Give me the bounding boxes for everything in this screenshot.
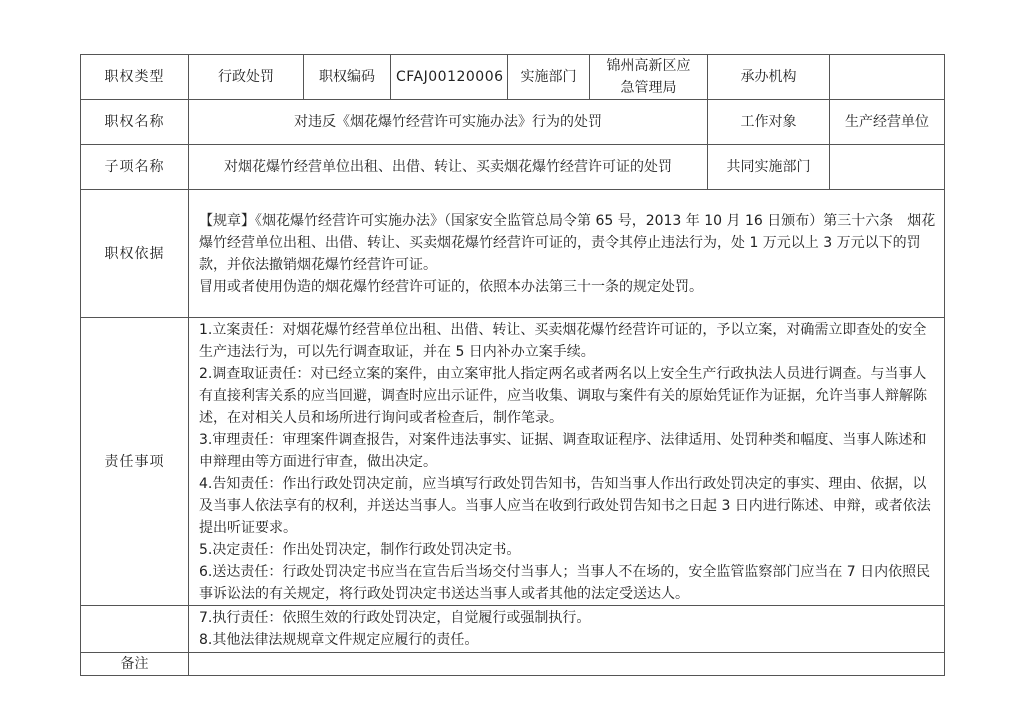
type-label: 职权类型 [81,55,189,100]
basis-content [189,190,945,318]
duty-item: 8.其他法律法规规章文件规定应履行的责任。 [199,632,479,648]
duty-item: 7.执行责任：依照生效的行政处罚决定，自觉履行或强制执行。 [199,610,591,626]
duties-content [189,318,945,606]
joint-value [830,145,945,190]
authority-table [80,54,945,676]
duty-item: 2.调查取证责任：对已经立案的案件，由立案审批人指定两名或者两名以上安全生产行政执法人员进行调查。与当事人有直接利害关系的应当回避，调查时应出示证件，应当收集、调取与案件有关的原始凭证作为证据，允许当事人辩解陈述，在对相关人员和场所进行询问或者检查后，制作笔录。 [199,365,927,426]
type-value: 行政处罚 [189,55,304,100]
duties-label-cont [81,606,189,653]
basis-paragraph: 【规章】《烟花爆竹经营许可实施办法》（国家安全监管总局令第 65 号，2013 年 10 月 16 日颁布）第三十六条 烟花爆竹经营单位出租、出借、转让、买卖烟花爆竹经营许可证的，责令其停止违法行为，处 1 万元以上 3 万元以下的罚款，并依法撤销烟花爆竹经营许可证。 [199,212,936,273]
agency-label: 承办机构 [708,55,830,100]
duty-item: 1.立案责任：对烟花爆竹经营单位出租、出借、转让、买卖烟花爆竹经营许可证的，予以立案，对确需立即查处的安全生产违法行为，可以先行调查取证，并在 5 日内补办立案手续。 [199,321,927,360]
code-label: 职权编码 [304,55,391,100]
duty-item: 5.决定责任：作出处罚决定，制作行政处罚决定书。 [199,541,521,558]
name-value: 对违反《烟花爆竹经营许可实施办法》行为的处罚 [189,100,708,145]
remarks-value [189,653,945,676]
duty-item: 3.审理责任：审理案件调查报告，对案件违法事实、证据、调查取证程序、法律适用、处罚种类和幅度、当事人陈述和申辩理由等方面进行审查，做出决定。 [199,431,927,470]
duties-content-cont [189,606,945,653]
joint-label: 共同实施部门 [708,145,830,190]
basis-label: 职权依据 [81,190,189,318]
target-value: 生产经营单位 [830,100,945,145]
sub-label: 子项名称 [81,145,189,190]
name-label: 职权名称 [81,100,189,145]
dept-value: 锦州高新区应急管理局 [590,55,708,100]
code-value: CFAJ00120006 [391,55,508,100]
sub-value: 对烟花爆竹经营单位出租、出借、转让、买卖烟花爆竹经营许可证的处罚 [189,145,708,190]
dept-label: 实施部门 [508,55,590,100]
target-label: 工作对象 [708,100,830,145]
agency-value [830,55,945,100]
duty-item: 4.告知责任：作出行政处罚决定前，应当填写行政处罚告知书，告知当事人作出行政处罚决定的事实、理由、依据，以及当事人依法享有的权利，并送达当事人。当事人应当在收到行政处罚告知书之日起 3 日内进行陈述、申辩，或者依法提出听证要求。 [199,475,931,536]
duties-label: 责任事项 [81,318,189,606]
basis-paragraph: 冒用或者使用伪造的烟花爆竹经营许可证的，依照本办法第三十一条的规定处罚。 [199,278,703,295]
duty-item: 6.送达责任：行政处罚决定书应当在宣告后当场交付当事人；当事人不在场的，安全监管监察部门应当在 7 日内依照民事诉讼法的有关规定，将行政处罚决定书送达当事人或者其他的法定受送达人。 [199,563,931,602]
remarks-label: 备注 [81,653,189,676]
